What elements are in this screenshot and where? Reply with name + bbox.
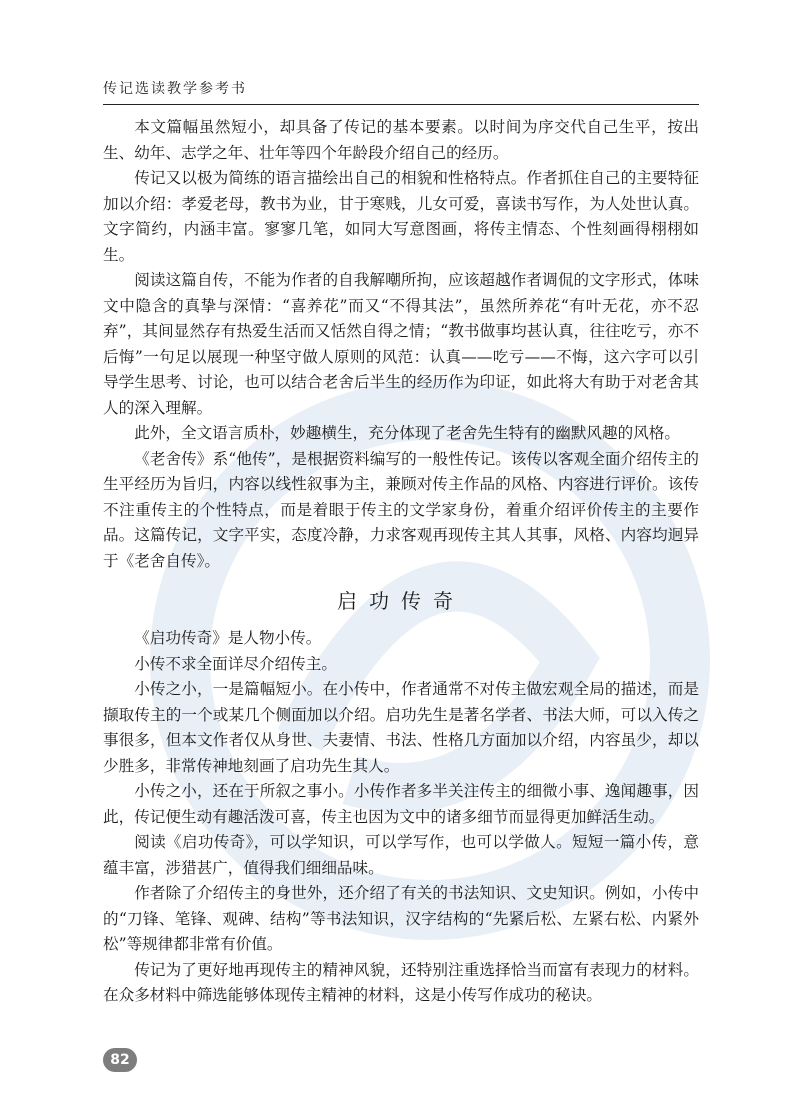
paragraph: 传记为了更好地再现传主的精神风貌，还特别注重选择恰当而富有表现力的材料。在众多材料中筛选能够体现传主精神的材料，这是小传写作成功的秘诀。 bbox=[103, 960, 699, 1004]
paragraph: 小传之小，还在于所叙之事小。小传作者多半关注传主的细微小事、逸闻趣事，因此，传记便生动有趣活泼可喜，传主也因为文中的诸多细节而显得更加鲜活生动。 bbox=[103, 782, 699, 826]
paragraph: 作者除了介绍传主的身世外，还介绍了有关的书法知识、文史知识。例如，小传中的“刀锋、笔锋、观碑、结构”等书法知识，汉字结构的“先紧后松、左紧右松、内紧外松”等规律都非常有价值。 bbox=[103, 884, 699, 953]
paragraph: 《启功传奇》是人物小传。 bbox=[134, 629, 322, 647]
paragraph: 小传之小，一是篇幅短小。在小传中，作者通常不对传主做宏观全局的描述，而是撷取传主的一个或某几个侧面加以介绍。启功先生是著名学者、书法大师，可以入传之事很多，但本文作者仅从身世、夫妻情、书法、性格几方面加以介绍，内容虽少，却以少胜多，非常传神地刻画了启功先生其人。 bbox=[103, 680, 699, 775]
paragraph: 传记又以极为简练的语言描绘出自己的相貌和性格特点。作者抓住自己的主要特征加以介绍：孝爱老母，教书为业，甘于寒贱，儿女可爱，喜读书写作，为人处世认真。文字简约，内涵丰富。寥寥几笔，如同大写意图画，将传主情态、个性刻画得栩栩如生。 bbox=[103, 169, 699, 264]
running-header bbox=[103, 78, 699, 105]
page-number: 82 bbox=[103, 1048, 137, 1072]
paragraph: 《老舍传》系“他传”，是根据资料编写的一般性传记。该传以客观全面介绍传主的生平经历为旨归，内容以线性叙事为主，兼顾对传主作品的风格、内容进行评价。该传不注重传主的个性特点，而是着眼于传主的文学家身份，着重介绍评价传主的主要作品。这篇传记，文字平实，态度冷静，力求客观再现传主其人其事，风格、内容均迥异于《老舍自传》。 bbox=[103, 449, 699, 570]
page-body bbox=[103, 115, 699, 1009]
paragraph: 阅读《启功传奇》，可以学知识，可以学写作，也可以学做人。短短一篇小传，意蕴丰富，涉猎甚广，值得我们细细品味。 bbox=[103, 833, 699, 877]
paragraph: 小传不求全面详尽介绍传主。 bbox=[134, 654, 337, 673]
paragraph: 阅读这篇自传，不能为作者的自我解嘲所拘，应该超越作者调侃的文字形式，体味文中隐含的真挚与深情：“喜养花”而又“不得其法”，虽然所养花“有叶无花，亦不忍弃”，其间显然存有热爱生活而又恬然自得之情；“教书做事均甚认真，往往吃亏，亦不后悔”一句足以展现一种坚守做人原则的风范：认真——吃亏——不悔，这六字可以引导学生思考、讨论，也可以结合老舍后半生的经历作为印证，如此将大有助于对老舍其人的深入理解。 bbox=[103, 271, 699, 417]
section-heading: 启功传奇 bbox=[337, 589, 465, 613]
paragraph: 此外，全文语言质朴，妙趣横生，充分体现了老舍先生特有的幽默风趣的风格。 bbox=[134, 424, 680, 442]
header-title: 传记选读教学参考书 bbox=[103, 81, 247, 97]
paragraph: 本文篇幅虽然短小，却具备了传记的基本要素。以时间为序交代自己生平，按出生、幼年、志学之年、壮年等四个年龄段介绍自己的经历。 bbox=[103, 118, 699, 162]
